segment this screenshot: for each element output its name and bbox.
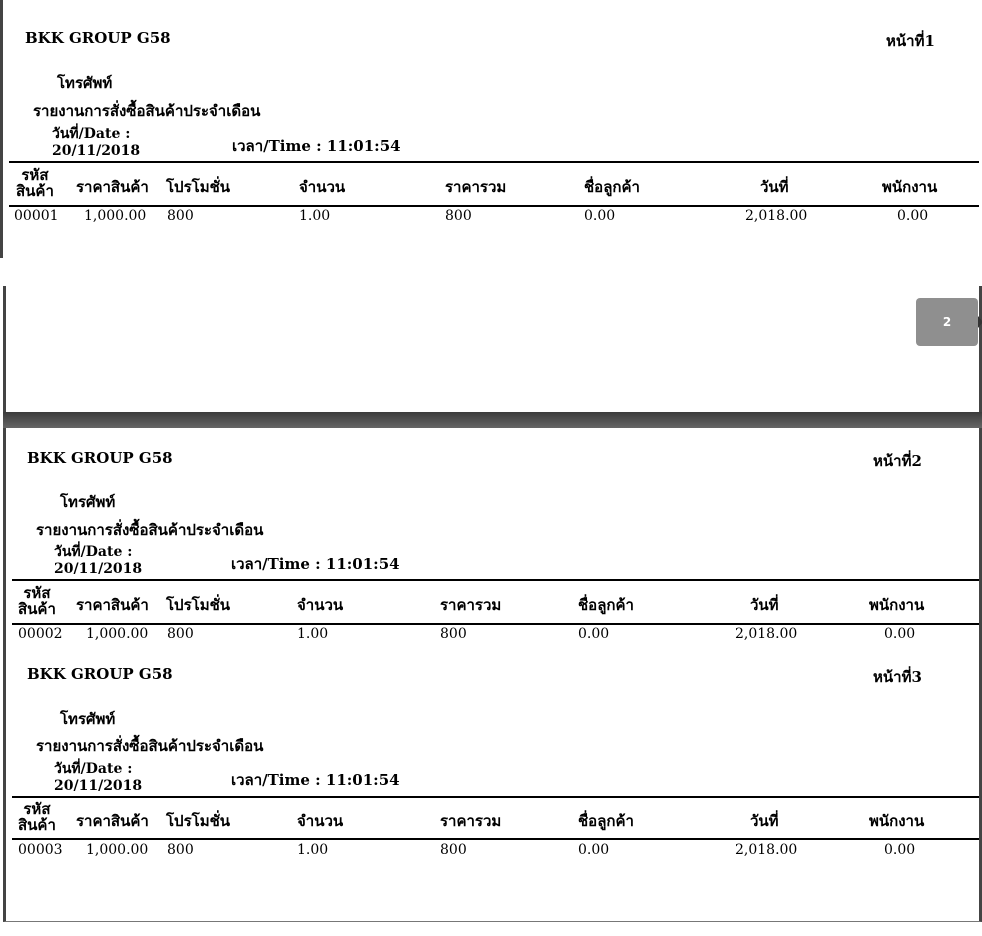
header-bottom-rule [12, 623, 979, 625]
cell-employee: 0.00 [884, 842, 916, 858]
page-number-badge[interactable]: 2 [916, 298, 978, 346]
header-bottom-rule [9, 205, 979, 207]
column-header-code: รหัส สินค้า [18, 800, 56, 834]
cell-date: 2,018.00 [745, 208, 808, 224]
column-header-total: ราคารวม [440, 812, 502, 830]
column-header-quantity: จำนวน [297, 812, 344, 830]
column-header-customer: ชื่อลูกค้า [578, 812, 634, 830]
column-header-employee: พนักงาน [869, 596, 925, 614]
time-label: เวลา/Time : 11:01:54 [231, 771, 400, 789]
column-header-total: ราคารวม [445, 178, 507, 196]
cell-code: 00002 [18, 626, 63, 642]
cell-quantity: 1.00 [297, 842, 329, 858]
cell-promotion: 800 [167, 842, 194, 858]
date-value: 20/11/2018 [54, 561, 143, 577]
header-bottom-rule [12, 838, 979, 840]
column-header-employee: พนักงาน [869, 812, 925, 830]
company-name: BKK GROUP G58 [27, 449, 173, 467]
report-subtitle: โทรศัพท์ [60, 493, 116, 511]
cell-promotion: 800 [167, 626, 194, 642]
report-title: รายงานการสั่งซื้อสินค้าประจำเดือน [36, 521, 264, 539]
date-value: 20/11/2018 [52, 143, 141, 159]
report-title: รายงานการสั่งซื้อสินค้าประจำเดือน [36, 737, 264, 755]
column-header-date: วันที่ [750, 596, 779, 614]
report-subtitle: โทรศัพท์ [60, 710, 116, 728]
cell-code: 00003 [18, 842, 63, 858]
time-label: เวลา/Time : 11:01:54 [231, 555, 400, 573]
cell-price: 1,000.00 [86, 842, 149, 858]
page-label: หน้าที่1 [886, 32, 935, 50]
date-label: วันที่/Date : [52, 126, 131, 142]
column-header-total: ราคารวม [440, 596, 502, 614]
page-label: หน้าที่3 [873, 668, 922, 686]
column-header-price: ราคาสินค้า [76, 812, 149, 830]
page-separator [3, 412, 982, 428]
cell-date: 2,018.00 [735, 842, 798, 858]
page-label: หน้าที่2 [873, 452, 922, 470]
badge-pointer-icon [978, 316, 982, 328]
cell-customer: 0.00 [584, 208, 616, 224]
column-header-price: ราคาสินค้า [76, 178, 149, 196]
cell-total: 800 [440, 626, 467, 642]
cell-customer: 0.00 [578, 842, 610, 858]
header-top-rule [12, 796, 979, 798]
cell-quantity: 1.00 [297, 626, 329, 642]
cell-employee: 0.00 [897, 208, 929, 224]
column-header-quantity: จำนวน [299, 178, 346, 196]
company-name: BKK GROUP G58 [27, 665, 173, 683]
time-label: เวลา/Time : 11:01:54 [232, 137, 401, 155]
cell-price: 1,000.00 [84, 208, 147, 224]
column-header-price: ราคาสินค้า [76, 596, 149, 614]
column-header-quantity: จำนวน [297, 596, 344, 614]
report-sheet-2 [3, 286, 982, 414]
cell-promotion: 800 [167, 208, 194, 224]
column-header-date: วันที่ [750, 812, 779, 830]
column-header-promotion: โปรโมชั่น [166, 178, 231, 196]
cell-code: 00001 [14, 208, 59, 224]
cell-quantity: 1.00 [299, 208, 331, 224]
date-label: วันที่/Date : [54, 544, 133, 560]
column-header-date: วันที่ [760, 178, 789, 196]
column-header-code: รหัส สินค้า [16, 166, 54, 200]
header-top-rule [12, 579, 979, 581]
column-header-code: รหัส สินค้า [18, 584, 56, 618]
column-header-customer: ชื่อลูกค้า [584, 178, 640, 196]
report-title: รายงานการสั่งซื้อสินค้าประจำเดือน [33, 102, 261, 120]
header-top-rule [9, 161, 979, 163]
date-label: วันที่/Date : [54, 761, 133, 777]
cell-customer: 0.00 [578, 626, 610, 642]
column-header-promotion: โปรโมชั่น [166, 596, 231, 614]
company-name: BKK GROUP G58 [25, 29, 171, 47]
cell-total: 800 [445, 208, 472, 224]
cell-total: 800 [440, 842, 467, 858]
column-header-promotion: โปรโมชั่น [166, 812, 231, 830]
cell-employee: 0.00 [884, 626, 916, 642]
cell-date: 2,018.00 [735, 626, 798, 642]
column-header-employee: พนักงาน [882, 178, 938, 196]
date-value: 20/11/2018 [54, 778, 143, 794]
column-header-customer: ชื่อลูกค้า [578, 596, 634, 614]
report-subtitle: โทรศัพท์ [57, 74, 113, 92]
cell-price: 1,000.00 [86, 626, 149, 642]
